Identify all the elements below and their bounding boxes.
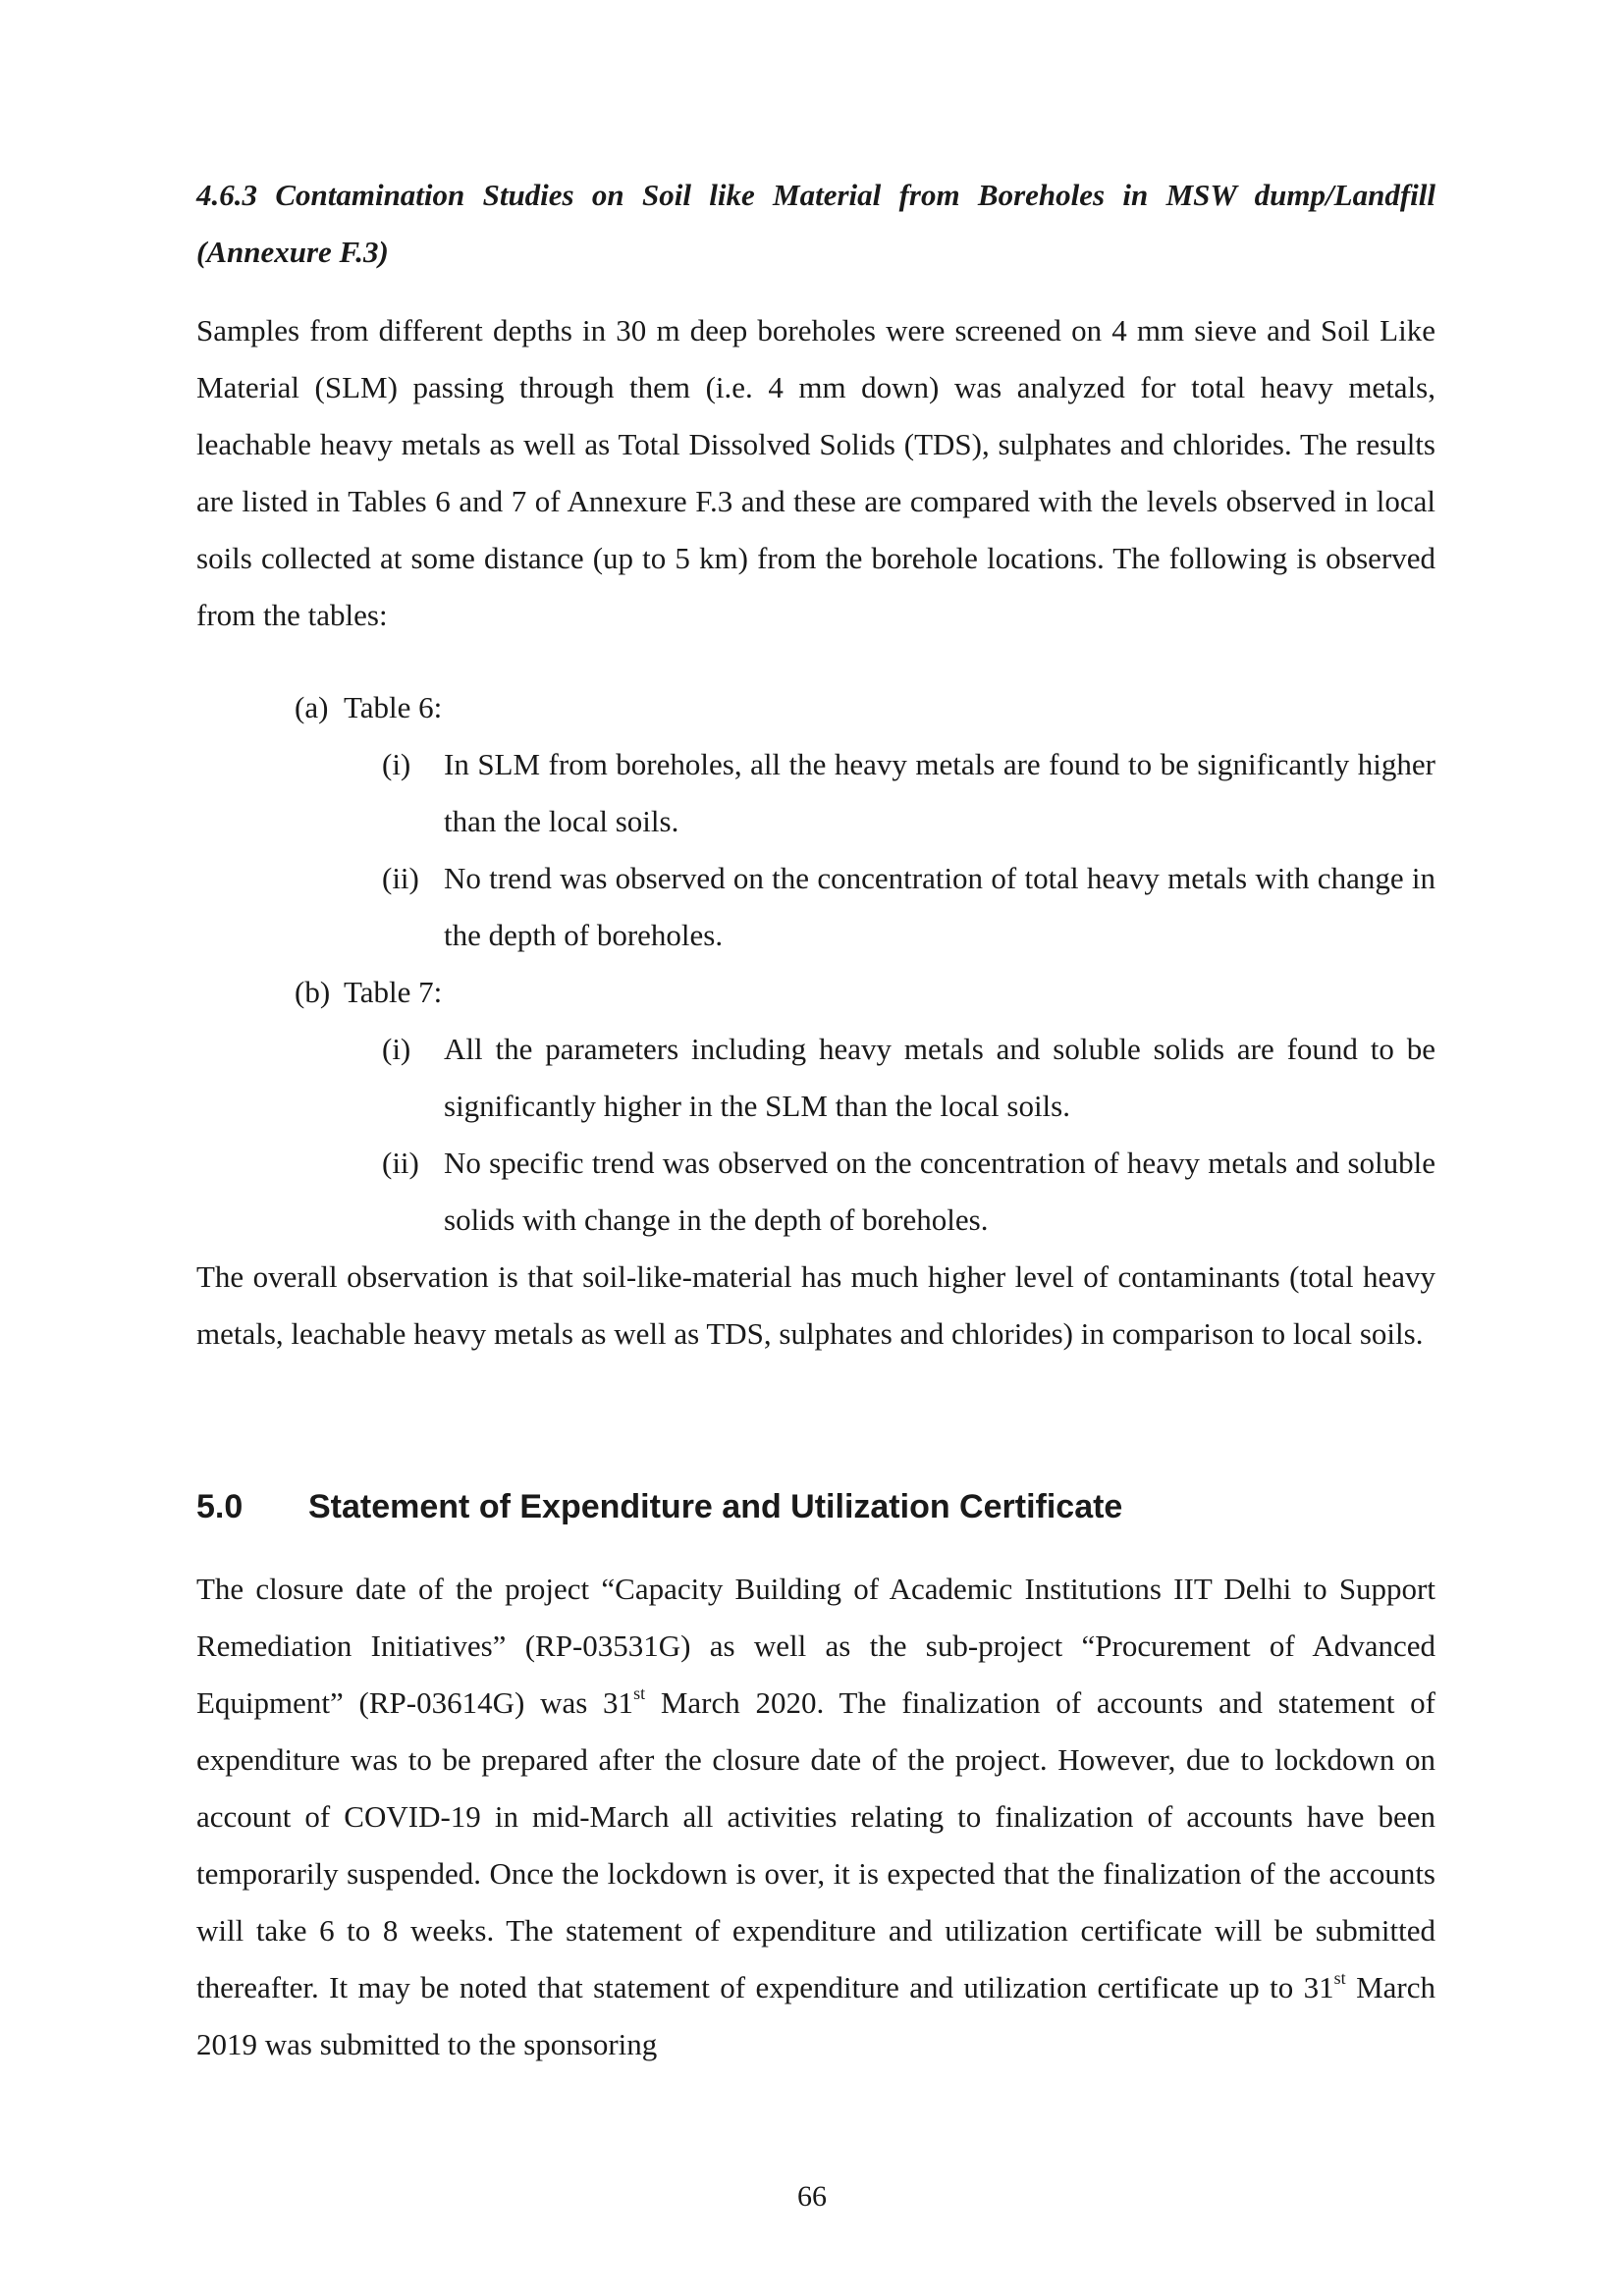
list-label: (a) <box>295 690 329 724</box>
intro-paragraph: Samples from different depths in 30 m deep boreholes were screened on 4 mm sieve and Soil Like Material (SLM) passing through them (i.e. 4 mm down) was analyzed for total heavy metals, leachable heavy metals as well as Total Dissolved Solids (TDS), sulphates and chlorides. The results are listed in Tables 6 and 7 of Annexure F.3 and these are compared with the levels observed in local soils collected at some distance (up to 5 km) from the borehole locations. The following is observed from the tables: <box>196 313 1435 632</box>
text-run: The closure date of the project “Capacity Building of Academic Institutions IIT Delhi to Support Remediation Initiatives” (RP-03531G) as well as the sub-project “Procurement of Advanced Equipment” (RP-03614G) was 31 <box>196 1572 1435 1720</box>
list-item-a <box>196 679 1435 736</box>
section-title: Statement of Expenditure and Utilization Certificate <box>308 1488 1123 1525</box>
list-text: Table 7: <box>344 975 443 1009</box>
superscript: st <box>1333 1968 1346 1988</box>
superscript: st <box>633 1683 646 1703</box>
section-heading <box>196 1478 1435 1535</box>
page-content <box>196 167 1435 2073</box>
expenditure-paragraph <box>196 1561 1435 2073</box>
list-subtext: In SLM from boreholes, all the heavy metals are found to be significantly higher than the local soils. <box>444 747 1435 838</box>
text-run: March 2019 was submitted to the sponsoring <box>196 1970 1435 2061</box>
list-subtext: All the parameters including heavy metals and soluble solids are found to be significantly higher in the SLM than the local soils. <box>444 1032 1435 1123</box>
conclusion-paragraph: The overall observation is that soil-like-material has much higher level of contaminants (total heavy metals, leachable heavy metals as well as TDS, sulphates and chlorides) in comparison to local soils. <box>196 1259 1435 1351</box>
subsection-heading: 4.6.3 Contamination Studies on Soil like Material from Boreholes in MSW dump/Landfill (Annexure F.3) <box>196 178 1435 269</box>
list-subtext: No trend was observed on the concentration of total heavy metals with change in the depth of boreholes. <box>444 861 1435 952</box>
list-sublabel: (ii) <box>382 1146 419 1180</box>
observation-list <box>196 679 1435 1249</box>
list-label: (b) <box>295 975 331 1009</box>
list-subitem <box>196 1021 1435 1135</box>
list-sublabel: (i) <box>382 1032 411 1066</box>
list-item-b <box>196 964 1435 1021</box>
list-subtext: No specific trend was observed on the concentration of heavy metals and soluble solids with change in the depth of boreholes. <box>444 1146 1435 1237</box>
text-run: March 2020. The finalization of accounts and statement of expenditure was to be prepared after the closure date of the project. However, due to lockdown on account of COVID-19 in mid-March all activities relating to finalization of accounts have been temporarily suspended. Once the lockdown is over, it is expected that the finalization of the accounts will take 6 to 8 weeks. The statement of expenditure and utilization certificate will be submitted thereafter. It may be noted that statement of expenditure and utilization certificate up to 31 <box>196 1685 1436 2004</box>
list-sublabel: (ii) <box>382 861 419 895</box>
list-text: Table 6: <box>344 690 443 724</box>
list-subitem <box>196 850 1435 964</box>
list-sublabel: (i) <box>382 747 411 781</box>
section-number: 5.0 <box>196 1488 244 1525</box>
list-subitem <box>196 736 1435 850</box>
list-subitem <box>196 1135 1435 1249</box>
page-number: 66 <box>797 2180 827 2213</box>
